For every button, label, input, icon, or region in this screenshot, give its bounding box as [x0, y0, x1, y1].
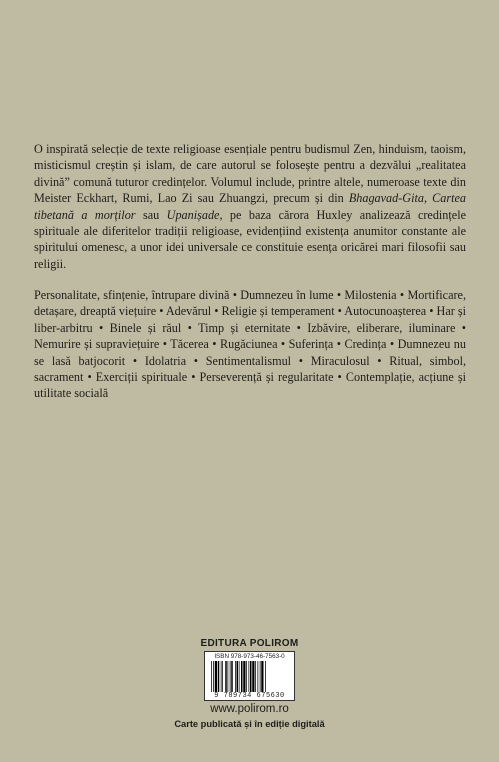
back-cover-description: [34, 141, 466, 272]
title-upanishads: Upanișade: [166, 207, 220, 222]
separator: sau: [135, 207, 167, 222]
description-text: O inspirată selecție de texte religioase esențiale pentru budismul Zen, hinduism, taoism, misticismul creștin și islam, de care autorul se folosește pentru a dezvălui „realitatea divină” comună tuturor credințelor. Volumul include, printre altele, numeroase texte din Meister Eckhart, Rumi, Lao Zi sau Zhuangzi, precum și din: [34, 142, 466, 206]
barcode-icon: [205, 661, 294, 694]
barcode-number: 9 789734 675630: [214, 692, 285, 700]
description-tail: , pe baza cărora Huxley analizează credințele spirituale ale diferitelor tradiții religioase, evidențiind existența anumitor constante ale spiritului omenesc, a unor idei universale ce constituie esența oricărei mari filosofii sau religii.: [34, 207, 466, 271]
topics-list: Personalitate, sfințenie, întrupare divină • Dumnezeu în lume • Milostenia • Mortificare, detașare, dreaptă viețuire • Adevărul • Religie și temperament • Autocunoașterea • Har și liber-arbitru • Binele și răul • Timp și eternitate • Izbăvire, eliberare, iluminare • Nemurire și supraviețuire • Tăcerea • Rugăciunea • Suferința • Credința • Dumnezeu nu se lasă batjocorit • Idolatria • Sentimentalismul • Miraculosul • Ritual, simbol, sacrament • Exerciții spirituale • Perseverență și regularitate • Contemplație, acțiune și utilitate socială: [34, 288, 466, 401]
title-bhagavad-gita: Bhagavad-Gita: [348, 191, 424, 206]
title-tibetan-book: Cartea tibetană a morților: [34, 191, 467, 222]
digital-edition-note: Carte publicată și în ediție digitală: [174, 719, 325, 729]
isbn-text: ISBN 978-973-46-7563-0: [214, 653, 285, 660]
isbn-barcode-box: [204, 651, 295, 701]
separator: ,: [423, 191, 433, 206]
publisher-name: EDITURA POLIROM: [200, 638, 299, 649]
website-link[interactable]: www.polirom.ro: [210, 703, 289, 715]
